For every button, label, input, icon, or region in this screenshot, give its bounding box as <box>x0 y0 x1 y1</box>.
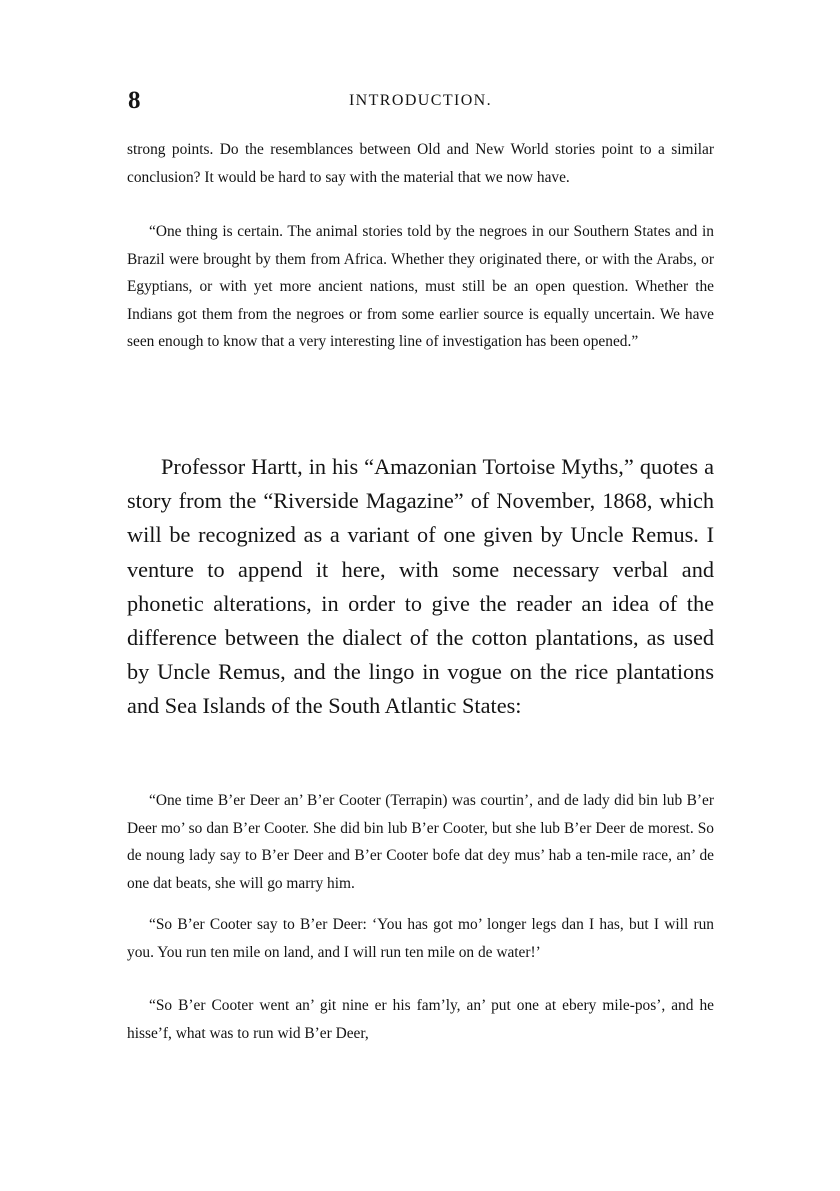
page-number: 8 <box>128 87 141 114</box>
running-title: INTRODUCTION. <box>348 92 493 109</box>
story-one-time-paragraph: “One time B’er Deer an’ B’er Cooter (Terrapin) was courtin’, and de lady did bin lub B’er Deer mo’ so dan B’er Cooter. She did bin lub B’er Cooter, but she lub B’er Deer de morest. So de noung lady say to B’er Deer and B’er Cooter bofe dat dey mus’ hab a ten-mile race, an’ de one dat beats, she will go marry him. <box>127 792 714 892</box>
story-so-cooter-went-paragraph: “So B’er Cooter went an’ git nine er his fam’ly, an’ put one at ebery mile-pos’, and he hisse’f, what was to run wid B’er Deer, <box>127 997 714 1042</box>
quote-continuation-paragraph: strong points. Do the resemblances between Old and New World stories point to a similar conclusion? It would be hard to say with the material that we now have. <box>127 141 714 186</box>
professor-hartt-paragraph: Professor Hartt, in his “Amazonian Tortoise Myths,” quotes a story from the “Riverside Magazine” of November, 1868, which will be recognized as a variant of one given by Uncle Remus. I venture to append it here, with some necessary verbal and phonetic alterations, in order to give the reader an idea of the difference between the dialect of the cotton plantations, as used by Uncle Remus, and the lingo in vogue on the rice plantations and Sea Islands of the South Atlantic States: <box>127 454 714 719</box>
story-so-cooter-say-paragraph: “So B’er Cooter say to B’er Deer: ‘You has got mo’ longer legs dan I has, but I will run you. You run ten mile on land, and I will run ten mile on de water!’ <box>127 916 714 961</box>
quote-one-thing-paragraph: “One thing is certain. The animal stories told by the negroes in our Southern States and in Brazil were brought by them from Africa. Whether they originated there, or with the Arabs, or Egyptians, or with yet more ancient nations, must still be an open question. Whether the Indians got them from the negroes or from some earlier source is equally uncertain. We have seen enough to know that a very interesting line of investigation has been opened.” <box>127 223 714 351</box>
running-head <box>128 86 713 116</box>
